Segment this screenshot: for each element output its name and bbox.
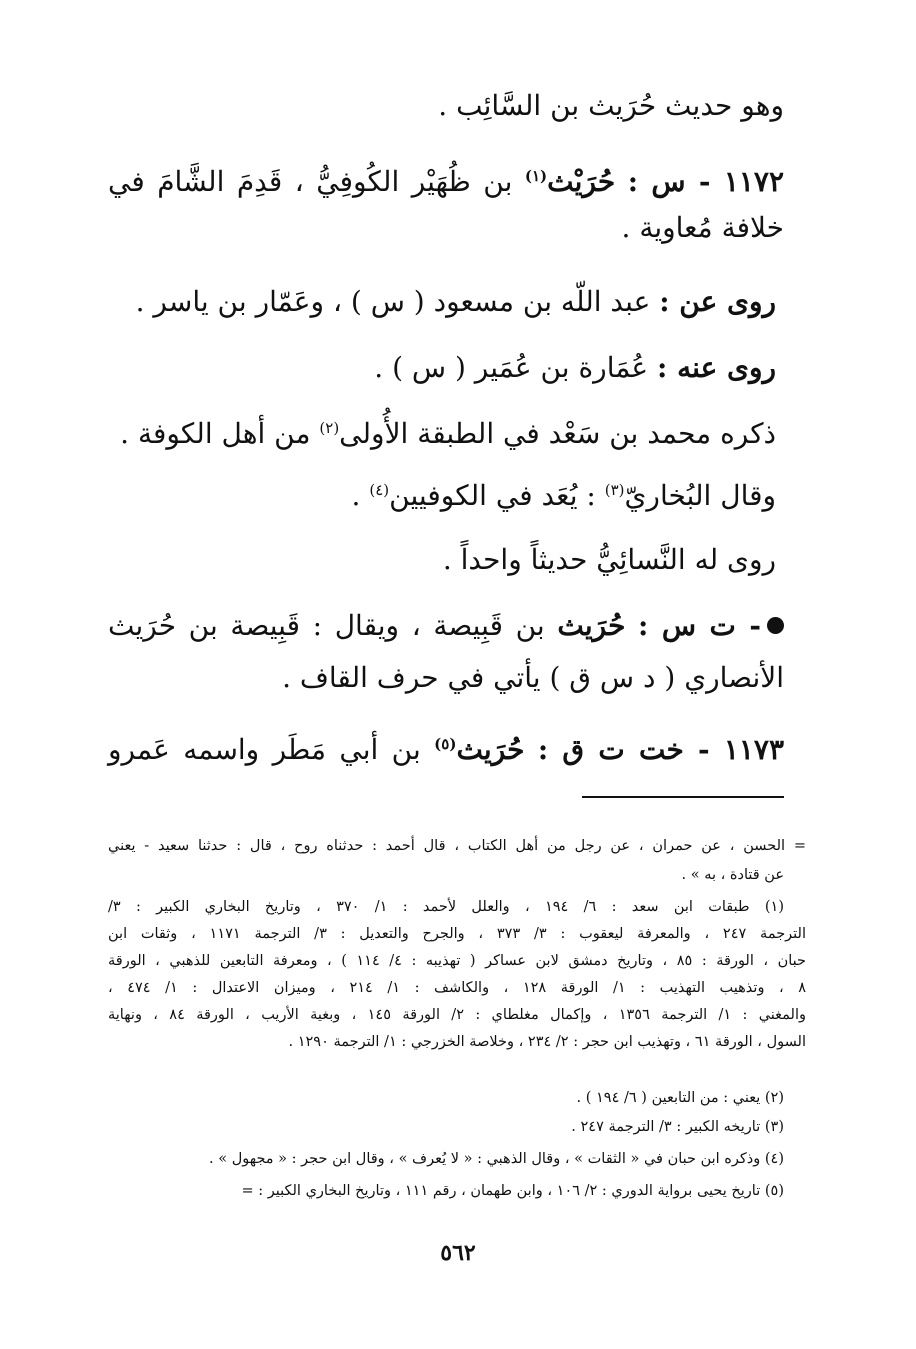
entry-qabisa (108, 606, 784, 646)
narrated-from-line (136, 282, 776, 322)
footnote-1-line-3: حبان ، الورقة : ٨٥ ، وتاريخ دمشق لابن عساكر ( تهذيبه : ٤/ ١١٤ ) ، ومعرفة التابعين للذهبي ، الورقة (108, 953, 806, 969)
bukhari-line: وقال البُخاريّ$^{(٣)}$ : يُعَد في الكوفيين$^{(٤)}$ . (351, 479, 776, 512)
entry-1173 (108, 730, 784, 770)
entry-name-1173: حُرَيث$^{(٥)}$ (434, 733, 525, 766)
footnote-1-line-2: الترجمة ٢٤٧ ، والمعرفة ليعقوب : ٣/ ٣٧٣ ، والجرح والتعديل : ٣/ الترجمة ١١٧١ ، وثقات ابن (108, 926, 806, 942)
footnote-ref-3: (٣) (604, 481, 625, 499)
footnote-5: (٥) تاريخ يحيى برواية الدوري : ٢/ ١٠٦ ، وابن طهمان ، رقم ١١١ ، وتاريخ البخاري الكبير : = (241, 1183, 784, 1199)
entry-name-1172: حُرَيْث$^{(١)}$ (524, 165, 616, 198)
entry-number-1173: ١١٧٣ - خت ت ق : (537, 733, 784, 766)
footnote-1-line-6: السول ، الورقة ٦١ ، وتهذيب ابن حجر : ٢/ ٢٣٤ ، وخلاصة الخزرجي : ١/ الترجمة ١٢٩٠ . (288, 1034, 806, 1050)
page-number: ٥٦٢ (440, 1240, 476, 1266)
footnote-continued-line-2: عن قتادة ، به » . (681, 867, 784, 883)
footnote-1-line-1: (١) طبقات ابن سعد : ٦/ ١٩٤ ، والعلل لأحمد : ١/ ٣٧٠ ، وتاريخ البخاري الكبير : ٣/ (108, 899, 784, 915)
footnote-ref-2: (٢) (319, 419, 340, 437)
footnote-2: (٢) يعني : من التابعين ( ٦/ ١٩٤ ) . (576, 1090, 784, 1106)
bullet-marker (767, 617, 784, 634)
footnote-ref-5: (٥) (434, 735, 457, 753)
text-line-harith-ibn-saib: وهو حديث حُرَيث بن السَّائِب . (438, 89, 784, 122)
entry-text-1173: بن أبي مَطَر واسمه عَمرو (108, 733, 421, 766)
footnote-ref-1: (١) (524, 167, 548, 185)
narrated-from-text: عبد اللّه بن مسعود ( س ) ، وعَمّار بن ياسر . (135, 285, 651, 318)
narrated-by-label: روى عنه : (657, 351, 776, 384)
entry-qabisa-text: بن قَبِيصة ، ويقال : قَبِيصة بن حُرَيث (108, 609, 545, 642)
footnote-1-line-4: ٨ ، وتذهيب التهذيب : ١/ الورقة ١٢٨ ، والكاشف : ١/ ٢١٤ ، وميزان الاعتدال : ١/ ٤٧٤ ، (108, 980, 807, 996)
entry-number-1172: ١١٧٢ - س : (627, 165, 784, 198)
narrated-by-line (374, 348, 776, 388)
narrated-by-text: عُمَارة بن عُمَير ( س ) . (374, 351, 649, 384)
nasai-line: روى له النَّسائِيُّ حديثاً واحداً . (442, 543, 776, 576)
footnote-1-line-5: والمغني : ١/ الترجمة ١٣٥٦ ، وإكمال مغلطاي : ٢/ الورقة ١٤٥ ، وبغية الأريب ، الورقة ٨٤ ، ونهاية (108, 1007, 807, 1023)
narrated-from-label: روى عن : (659, 285, 776, 318)
entry-qabisa-number: - ت س : (638, 609, 784, 642)
footnote-ref-4: (٤) (369, 481, 390, 499)
ibn-saad-line: ذكره محمد بن سَعْد في الطبقة الأُولى$^{(٢)}$ من أهل الكوفة . (120, 417, 776, 450)
entry-1172-continuation: خلافة مُعاوية . (621, 211, 784, 244)
footnote-continued-line-1: = الحسن ، عن حمران ، عن رجل من أهل الكتاب ، قال أحمد : حدثناه روح ، قال : حدثنا سعيد - يعني (108, 838, 806, 854)
footnote-4: (٤) وذكره ابن حبان في « الثقات » ، وقال الذهبي : « لا يُعرف » ، وقال ابن حجر : « مجهول » . (209, 1151, 784, 1167)
entry-1172 (108, 162, 784, 202)
footnote-separator (582, 796, 784, 798)
footnote-3: (٣) تاريخه الكبير : ٣/ الترجمة ٢٤٧ . (571, 1119, 784, 1135)
entry-qabisa-name: حُرَيث (557, 609, 626, 642)
entry-text-1172: بن ظُهَيْر الكُوفِيُّ ، قَدِمَ الشَّامَ في (108, 165, 513, 198)
entry-qabisa-continuation: الأنصاري ( د س ق ) يأتي في حرف القاف . (282, 661, 784, 694)
